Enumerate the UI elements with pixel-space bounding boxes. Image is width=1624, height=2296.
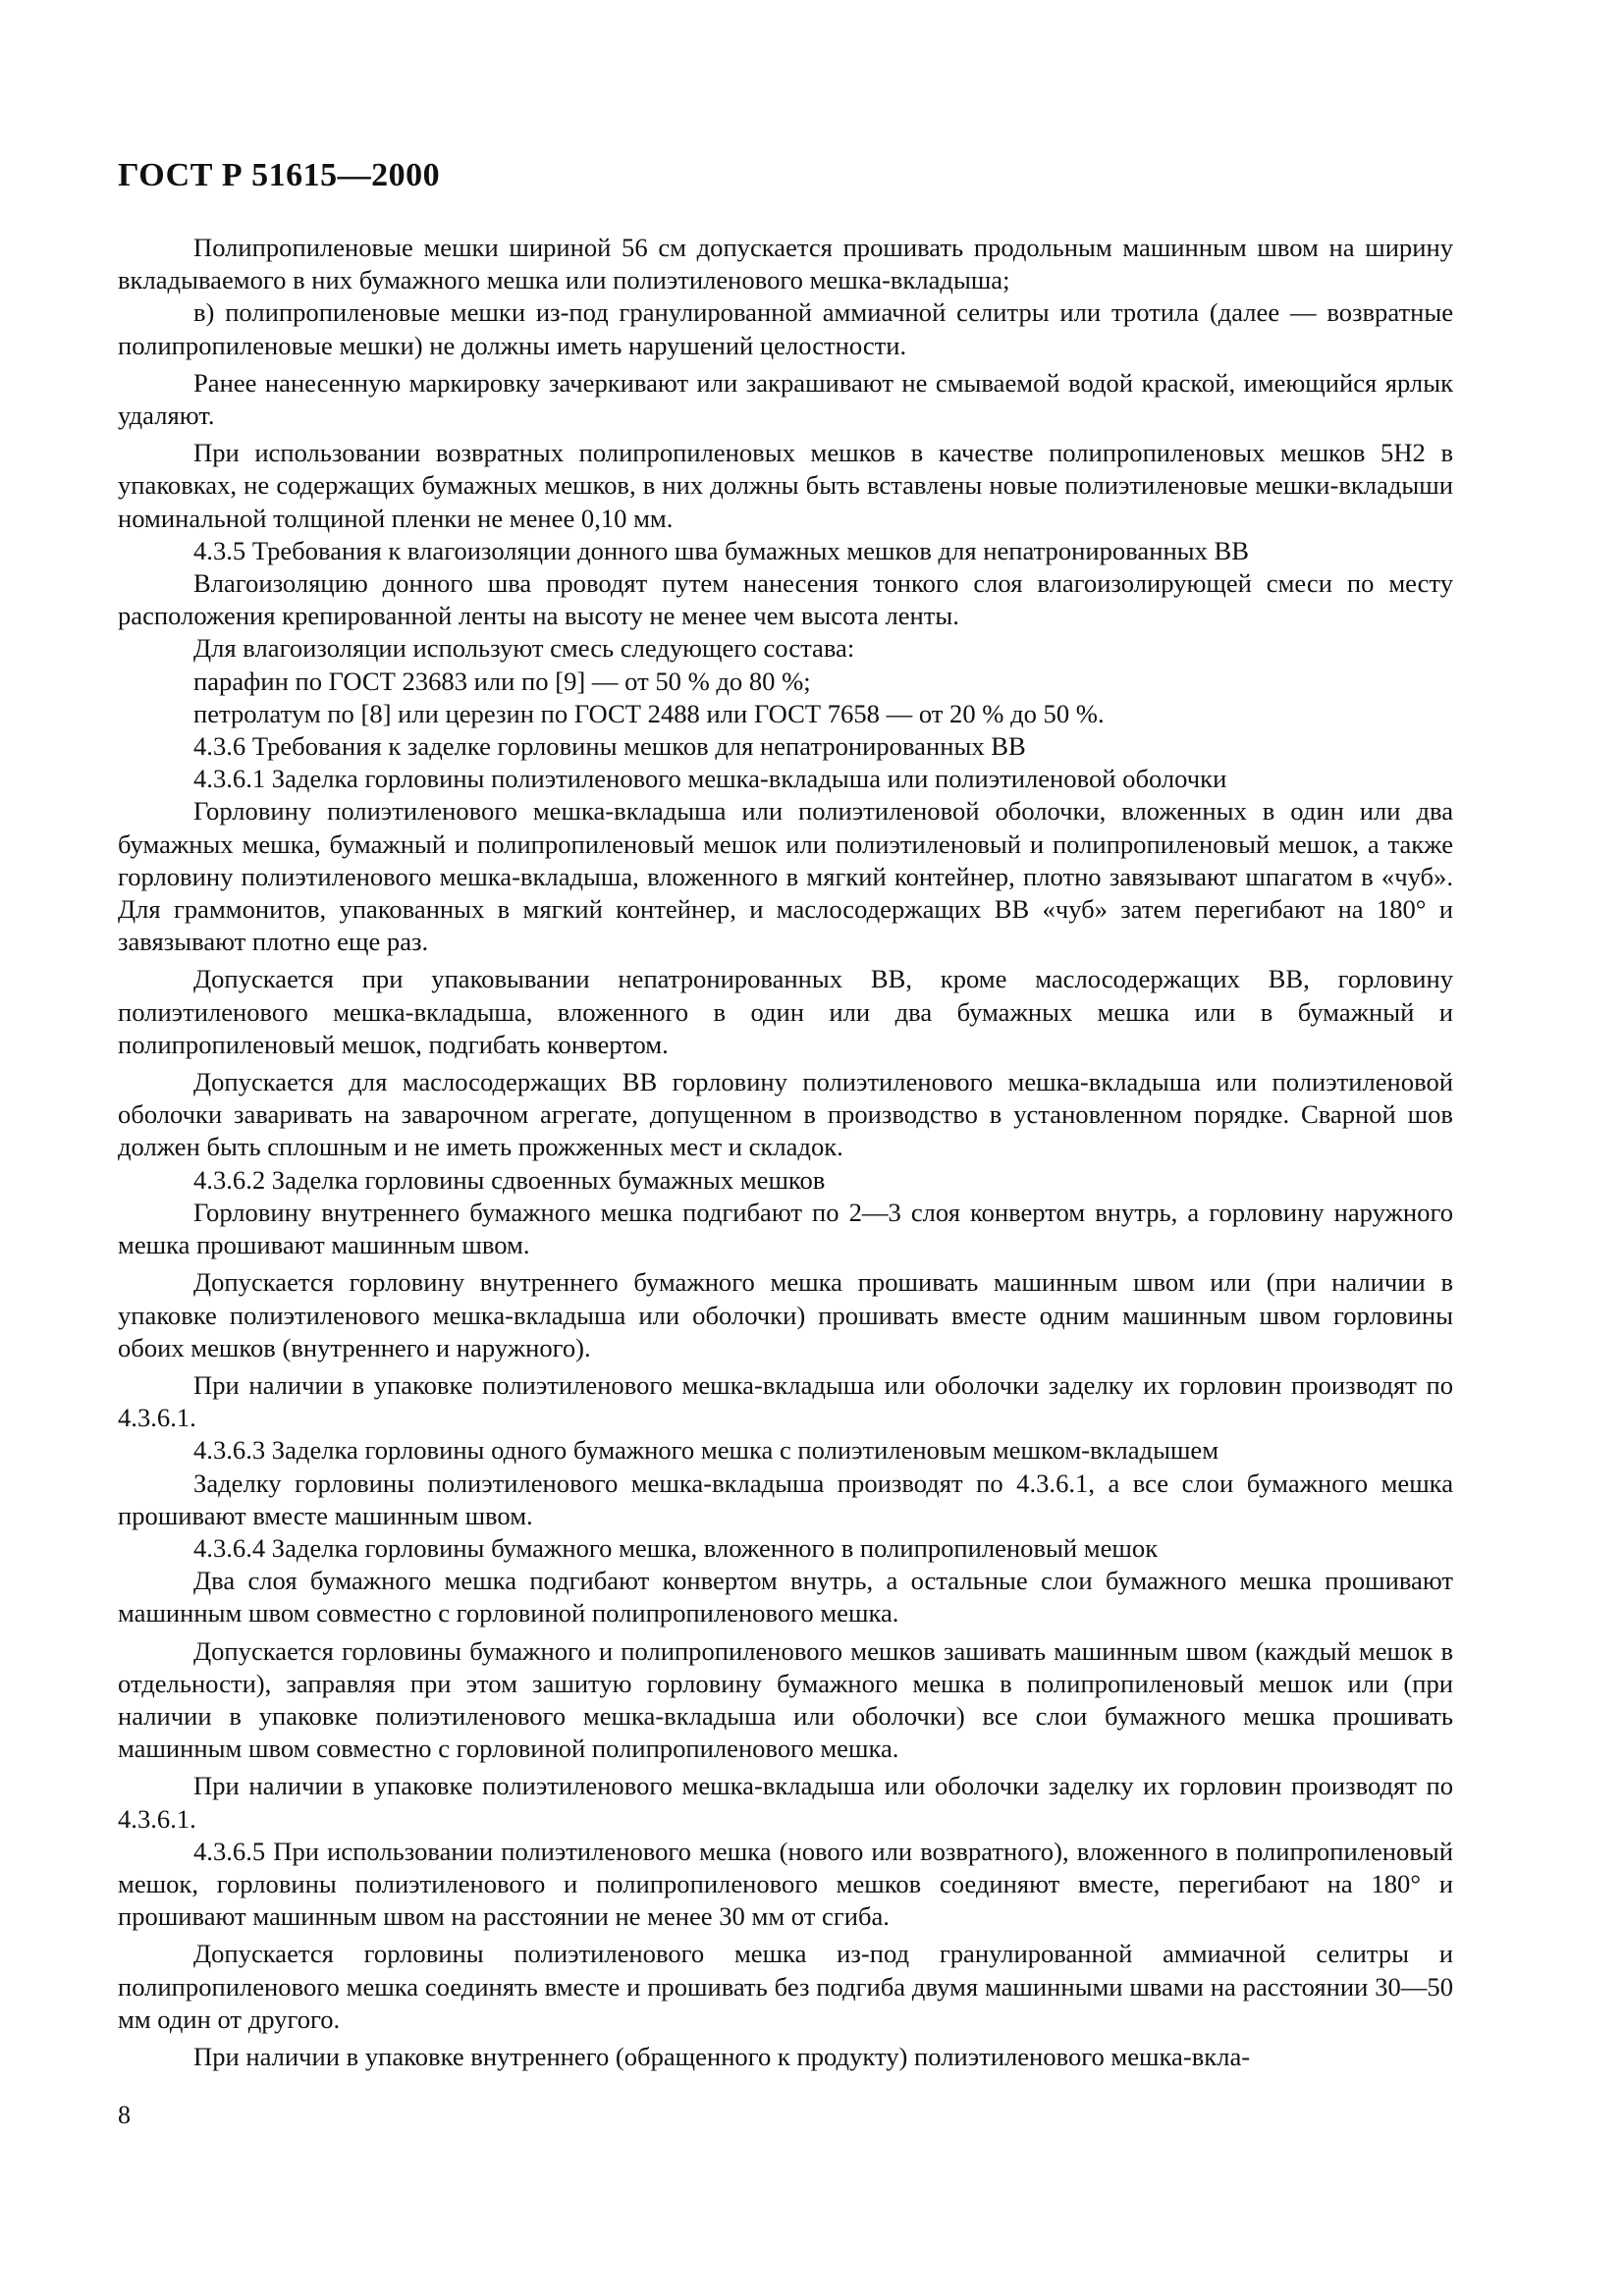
section-heading: 4.3.6 Требования к заделке горловины мешков для непатронированных ВВ [193, 731, 1026, 762]
paragraph: Заделку горловины полиэтиленового мешка-вкладыша производят по 4.3.6.1, а все слои бумажного мешка прошивают вместе машинным швом. [118, 1468, 1453, 1530]
page-number: 8 [118, 2101, 131, 2129]
paragraph: Допускается горловины бумажного и полипропиленового мешков зашивать машинным швом (каждый мешок в отдельности), заправляя при этом зашитую горловину бумажного мешка в полипропиленовый мешок или (при наличии в упаковке полиэтиленового мешка-вкладыша или оболочки) все слои бумажного мешка прошивать машинным швом совместно с горловиной полипропиленового мешка. [118, 1635, 1453, 1764]
paragraph: Допускается горловину внутреннего бумажного мешка прошивать машинным швом или (при наличии в упаковке полиэтиленового мешка-вкладыша или оболочки) прошивать вместе одним машинным швом горловины обоих мешков (внутреннего и наружного). [118, 1267, 1453, 1362]
section-heading: 4.3.6.2 Заделка горловины сдвоенных бумажных мешков [193, 1164, 826, 1195]
document-body [118, 232, 1453, 2073]
section-heading: 4.3.6.3 Заделка горловины одного бумажного мешка с полиэтиленовым мешком-вкладышем [193, 1435, 1219, 1466]
paragraph: Два слоя бумажного мешка подгибают конвертом внутрь, а остальные слои бумажного мешка прошивают машинным швом совместно с горловиной полипропиленового мешка. [118, 1566, 1453, 1629]
paragraph: Допускается при упаковывании непатронированных ВВ, кроме маслосодержащих ВВ, горловину полиэтиленового мешка-вкладыша, вложенного в один или два бумажных мешка или в бумажный и полипропиленовый мешок, подгибать конвертом. [118, 964, 1453, 1059]
paragraph: Горловину полиэтиленового мешка-вкладыша или полиэтиленовой оболочки, вложенных в один или два бумажных мешка, бумажный и полипропиленовый мешок или полиэтиленовый и полипропиленовый мешок, а также горловину полиэтиленового мешка-вкладыша, вложенного в мягкий контейнер, плотно завязывают шпагатом в «чуб». Для граммонитов, упакованных в мягкий контейнер, и маслосодержащих ВВ «чуб» затем перегибают на 180° и завязывают плотно еще раз. [118, 796, 1453, 957]
section-heading: 4.3.5 Требования к влагоизоляции донного шва бумажных мешков для непатронированных ВВ [193, 535, 1249, 565]
paragraph: 4.3.6.5 При использовании полиэтиленового мешка (нового или возвратного), вложенного в полипропиленовый мешок, горловины полиэтиленового и полипропиленового мешков соединяют вместе, перегибают на 180° и прошивают машинным швом на расстоянии не менее 30 мм от сгиба. [118, 1836, 1453, 1932]
section-heading: 4.3.6.1 Заделка горловины полиэтиленового мешка-вкладыша или полиэтиленовой оболочки [193, 764, 1227, 794]
paragraph: Допускается для маслосодержащих ВВ горловину полиэтиленового мешка-вкладыша или полиэтиленовой оболочки заваривать на заварочном агрегате, допущенном в производство в установленном порядке. Сварной шов должен быть сплошным и не иметь прожженных мест и складок. [118, 1067, 1453, 1162]
paragraph: Горловину внутреннего бумажного мешка подгибают по 2—3 слоя конвертом внутрь, а горловину наружного мешка прошивают машинным швом. [118, 1197, 1453, 1260]
paragraph: При использовании возвратных полипропиленовых мешков в качестве полипропиленовых мешков 5Н2 в упаковках, не содержащих бумажных мешков, в них должны быть вставлены новые полиэтиленовые мешки-вкладыши номинальной толщиной пленки не менее 0,10 мм. [118, 438, 1453, 533]
paragraph: При наличии в упаковке внутреннего (обращенного к продукту) полиэтиленового мешка-вкла- [193, 2041, 1251, 2071]
list-item: петролатум по [8] или церезин по ГОСТ 2488 или ГОСТ 7658 — от 20 % до 50 %. [193, 698, 1105, 728]
paragraph: Полипропиленовые мешки шириной 56 см допускается прошивать продольным машинным швом на ширину вкладываемого в них бумажного мешка или полиэтиленового мешка-вкладыша; [118, 233, 1453, 295]
paragraph: Допускается горловины полиэтиленового мешка из-под гранулированной аммиачной селитры и полипропиленового мешка соединять вместе и прошивать без подгиба двумя машинными швами на расстоянии 30—50 мм один от другого. [118, 1939, 1453, 2034]
paragraph: Для влагоизоляции используют смесь следующего состава: [193, 633, 855, 664]
paragraph: Ранее нанесенную маркировку зачеркивают или закрашивают не смываемой водой краской, имеющийся ярлык удаляют. [118, 367, 1453, 431]
list-item: парафин по ГОСТ 23683 или по [9] — от 50 % до 80 %; [193, 666, 811, 696]
section-heading: 4.3.6.4 Заделка горловины бумажного мешка, вложенного в полипропиленовый мешок [193, 1532, 1159, 1563]
paragraph: в) полипропиленовые мешки из-под гранулированной аммиачной селитры или тротила (далее — возвратные полипропиленовые мешки) не должны иметь нарушений целостности. [118, 297, 1453, 360]
paragraph: При наличии в упаковке полиэтиленового мешка-вкладыша или оболочки заделку их горловин производят по 4.3.6.1. [118, 1771, 1453, 1834]
paragraph: При наличии в упаковке полиэтиленового мешка-вкладыша или оболочки заделку их горловин производят по 4.3.6.1. [118, 1369, 1453, 1433]
paragraph: Влагоизоляцию донного шва проводят путем нанесения тонкого слоя влагоизолирующей смеси по месту расположения крепированной ленты на высоту не менее чем высота ленты. [118, 568, 1453, 631]
document-header-title: ГОСТ Р 51615—2000 [118, 157, 441, 193]
